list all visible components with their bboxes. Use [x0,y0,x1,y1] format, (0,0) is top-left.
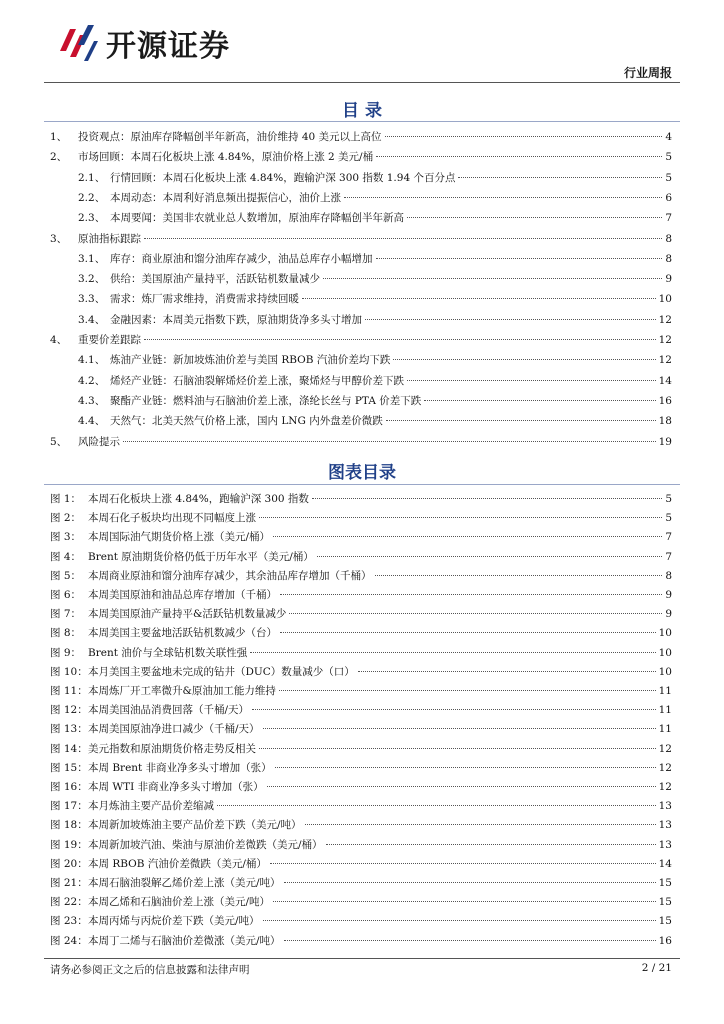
dot-leader [424,400,655,401]
toc-number: 4.1、 [78,354,106,367]
figure-entry[interactable] [50,855,672,873]
figure-page: 14 [658,857,672,870]
figure-page: 16 [658,934,672,947]
toc-entry[interactable] [78,311,672,329]
toc-number: 1、 [50,131,68,143]
figure-entry[interactable] [50,701,672,719]
figure-text: 本周石脑油裂解乙烯价差上涨（美元/吨） [88,877,281,889]
figure-number: 图 7： [50,608,82,621]
dot-leader [385,136,663,137]
figure-page: 11 [658,685,672,697]
dot-leader [144,238,662,239]
toc-text: 原油指标跟踪 [78,232,141,245]
figure-text: 本周 RBOB 汽油价差微跌（美元/桶） [88,857,267,870]
figure-entry[interactable] [50,797,672,815]
figure-text: 本周美国油品消费回落（千桶/天） [88,704,250,717]
figure-number: 图 20： [50,857,88,870]
toc-page: 9 [665,273,672,286]
toc-page: 4 [665,131,672,143]
figure-page: 9 [665,589,672,601]
figure-page: 13 [658,800,672,813]
figure-entry[interactable] [50,720,672,738]
toc-text: 烯烃产业链：石脑油裂解烯烃价差上涨，聚烯烃与甲醇价差下跌 [110,374,404,387]
footer-disclaimer: 请务必参阅正文之后的信息披露和法律声明 [50,964,250,976]
figure-page: 8 [665,569,672,582]
figures-title: 图表目录 [328,463,396,483]
figure-entry[interactable] [50,836,672,854]
toc-entry[interactable] [50,433,672,451]
dot-leader [358,671,656,672]
toc-text: 市场回顾：本周石化板块上涨 4.84%，原油价格上涨 2 美元/桶 [78,151,374,164]
figure-text: 本周石化子板块均出现不同幅度上涨 [88,512,256,525]
dot-leader [263,920,656,921]
figure-number: 图 4： [50,550,82,563]
toc-page: 7 [665,212,672,225]
dot-leader [386,420,656,421]
figure-entry[interactable] [50,509,672,527]
figure-page: 13 [658,819,672,832]
header-divider [44,82,680,83]
toc-entry[interactable] [50,230,672,248]
figure-entry[interactable] [50,624,672,642]
toc-number: 4.4、 [78,415,106,428]
toc-page: 5 [665,151,672,164]
figure-page: 12 [658,742,672,755]
page-number: 2 / 21 [641,962,672,974]
figure-page: 5 [665,493,672,505]
dot-leader [323,278,662,279]
toc-entry[interactable] [78,351,672,369]
toc-text: 供给：美国原油产量持平，活跃钻机数量减少 [110,273,320,286]
dot-leader [376,258,663,259]
toc-text: 本周要闻：美国非农就业总人数增加，原油库存降幅创半年新高 [110,212,404,225]
toc-entry[interactable] [50,128,672,146]
figure-number: 图 11： [50,685,88,697]
figure-entry[interactable] [50,605,672,623]
figure-number: 图 22： [50,896,88,909]
figure-text: 本周 WTI 非商业净多头寸增加（张） [88,781,264,793]
brand-logo [56,18,230,68]
figure-page: 10 [658,665,672,678]
figure-entry[interactable] [50,912,672,930]
dot-leader [273,536,662,537]
figure-text: 本周美国主要盆地活跃钻机数减少（台） [88,627,277,640]
figure-entry[interactable] [50,567,672,585]
brand-name: 开源证券 [106,29,230,64]
figure-number: 图 6： [50,589,82,601]
figure-page: 15 [658,915,672,928]
figure-text: 本周商业原油和馏分油库存减少，其余油品库存增加（千桶） [88,569,372,582]
figure-number: 图 12： [50,704,88,717]
toc-title: 目 录 [342,101,382,121]
figure-text: 本周美国原油和油品总库存增加（千桶） [88,589,277,601]
figure-page: 12 [658,761,672,774]
toc-text: 炼油产业链：新加坡炼油价差与美国 RBOB 汽油价差均下跌 [110,354,391,367]
dot-leader [284,940,656,941]
dot-leader [458,177,662,178]
toc-page: 12 [658,334,672,346]
figure-text: 本月美国主要盆地未完成的钻井（DUC）数量减少（口） [88,665,355,678]
dot-leader [267,786,656,787]
figure-page: 7 [665,531,672,544]
toc-entry[interactable] [78,412,672,430]
toc-text: 天然气：北美天然气价格上涨，国内 LNG 内外盘差价微跌 [110,415,383,428]
figure-number: 图 24： [50,934,88,947]
figure-number: 图 14： [50,742,88,755]
toc-number: 2.2、 [78,191,106,204]
toc-title-rule [44,121,680,122]
dot-leader [279,690,656,691]
toc-page: 5 [665,171,672,184]
dot-leader [263,728,656,729]
figure-page: 10 [658,646,672,659]
figure-text: 本周丙烯与丙烷价差下跌（美元/吨） [88,915,260,928]
toc-text: 行情回顾：本周石化板块上涨 4.84%，跑输沪深 300 指数 1.94 个百分点 [110,171,456,184]
toc-number: 3.3、 [78,293,106,306]
figure-page: 7 [665,550,672,563]
toc-text: 本周动态：本周利好消息频出提振信心，油价上涨 [110,191,341,204]
toc-entry[interactable] [78,290,672,308]
dot-leader [344,197,662,198]
figure-number: 图 9： [50,646,82,659]
figure-number: 图 3： [50,531,82,544]
dot-leader [289,613,662,614]
figure-text: Brent 原油期货价格仍低于历年水平（美元/桶） [88,550,314,563]
dot-leader [376,156,662,157]
toc-entry[interactable] [50,148,672,166]
toc-entry[interactable] [78,189,672,207]
figure-entry[interactable] [50,586,672,604]
toc-text: 库存：商业原油和馏分油库存减少，油品总库存小幅增加 [110,252,373,265]
toc-page: 12 [658,313,672,326]
figure-number: 图 15： [50,761,88,774]
toc-number: 3.2、 [78,273,106,286]
toc-entry[interactable] [78,209,672,227]
toc-number: 3.4、 [78,313,106,326]
figure-page: 12 [658,781,672,793]
dot-leader [407,380,656,381]
dot-leader [317,556,663,557]
figure-entry[interactable] [50,490,672,508]
figure-entry[interactable] [50,759,672,777]
toc-page: 14 [658,374,672,387]
figure-entry[interactable] [50,548,672,566]
figure-entry[interactable] [50,528,672,546]
dot-leader [312,498,662,499]
toc-page: 10 [658,293,672,306]
dot-leader [259,748,656,749]
toc-page: 12 [658,354,672,367]
figure-entry[interactable] [50,778,672,796]
figures-title-rule [44,484,680,485]
figure-text: Brent 油价与全球钻机数关联性强 [88,646,248,659]
dot-leader [375,575,663,576]
toc-page: 18 [658,415,672,428]
toc-number: 2.1、 [78,171,106,184]
figure-page: 13 [658,838,672,851]
toc-number: 5、 [50,435,68,448]
toc-entry[interactable] [78,392,672,410]
figure-number: 图 18： [50,819,88,832]
dot-leader [280,594,662,595]
dot-leader [250,652,655,653]
figure-entry[interactable] [50,663,672,681]
figure-page: 11 [658,723,672,736]
dot-leader [252,709,656,710]
figure-entry[interactable] [50,874,672,892]
figure-number: 图 13： [50,723,88,736]
dot-leader [280,632,656,633]
figure-entry[interactable] [50,682,672,700]
dot-leader [393,359,655,360]
dot-leader [305,824,656,825]
toc-number: 3.1、 [78,252,106,265]
toc-number: 2.3、 [78,212,106,225]
figure-text: 本周新加坡炼油主要产品价差下跌（美元/吨） [88,819,302,832]
figure-page: 5 [665,512,672,525]
toc-entry[interactable] [78,169,672,187]
figure-page: 10 [658,627,672,640]
figure-text: 本周美国原油产量持平&活跃钻机数量减少 [88,608,287,621]
dot-leader [365,319,656,320]
toc-page: 8 [665,252,672,265]
toc-entry[interactable] [78,372,672,390]
dot-leader [259,517,662,518]
figure-text: 本周乙烯和石脑油价差上涨（美元/吨） [88,896,271,909]
figure-number: 图 8： [50,627,82,640]
toc-text: 风险提示 [78,435,120,448]
figure-number: 图 17： [50,800,88,813]
kaiyuan-logo-icon [56,21,100,65]
toc-text: 聚酯产业链：燃料油与石脑油价差上涨，涤纶长丝与 PTA 价差下跌 [110,394,422,407]
toc-entry[interactable] [50,331,672,349]
figure-number: 图 16： [50,781,88,793]
figure-page: 15 [658,896,672,909]
figure-number: 图 1： [50,493,82,505]
figure-entry[interactable] [50,932,672,950]
report-type: 行业周报 [623,66,672,80]
toc-entry[interactable] [78,270,672,288]
figure-number: 图 19： [50,838,88,851]
dot-leader [326,844,656,845]
figure-number: 图 2： [50,512,82,525]
figure-page: 15 [658,877,672,889]
toc-page: 8 [665,232,672,245]
figure-page: 9 [665,608,672,621]
dot-leader [144,339,656,340]
figure-text: 本周国际油气期货价格上涨（美元/桶） [88,531,271,544]
toc-page: 16 [658,394,672,407]
figure-number: 图 23： [50,915,88,928]
toc-number: 3、 [50,232,68,245]
dot-leader [302,298,656,299]
figure-text: 本周丁二烯与石脑油价差微涨（美元/吨） [88,934,281,947]
dot-leader [407,217,662,218]
figure-entry[interactable] [50,740,672,758]
figure-text: 本周新加坡汽油、柴油与原油价差微跌（美元/桶） [88,838,323,851]
dot-leader [273,901,656,902]
toc-page: 19 [658,435,672,448]
figure-text: 本周炼厂开工率微升&原油加工能力维持 [88,685,276,697]
figure-entry[interactable] [50,644,672,662]
dot-leader [270,863,656,864]
toc-page: 6 [665,191,672,204]
toc-text: 投资观点：原油库存降幅创半年新高，油价维持 40 美元以上高位 [78,131,382,143]
toc-text: 金融因素：本周美元指数下跌，原油期货净多头寸增加 [110,313,362,326]
toc-entry[interactable] [78,250,672,268]
toc-number: 4.2、 [78,374,106,387]
figure-entry[interactable] [50,816,672,834]
figure-text: 本周美国原油净进口减少（千桶/天） [88,723,260,736]
figure-text: 美元指数和原油期货价格走势反相关 [88,742,256,755]
figure-entry[interactable] [50,893,672,911]
toc-number: 2、 [50,151,68,164]
figure-text: 本月炼油主要产品价差缩减 [88,800,214,813]
footer-divider [44,958,680,959]
dot-leader [275,767,656,768]
figure-text: 本周石化板块上涨 4.84%，跑输沪深 300 指数 [88,493,309,505]
figure-number: 图 10： [50,665,88,678]
figure-number: 图 5： [50,569,82,582]
toc-text: 重要价差跟踪 [78,334,141,346]
toc-number: 4.3、 [78,394,106,407]
dot-leader [217,805,656,806]
dot-leader [284,882,656,883]
toc-number: 4、 [50,334,68,346]
figure-number: 图 21： [50,877,88,889]
figure-text: 本周 Brent 非商业净多头寸增加（张） [88,761,272,774]
dot-leader [123,441,656,442]
figure-page: 11 [658,704,672,717]
toc-text: 需求：炼厂需求维持，消费需求持续回暖 [110,293,299,306]
